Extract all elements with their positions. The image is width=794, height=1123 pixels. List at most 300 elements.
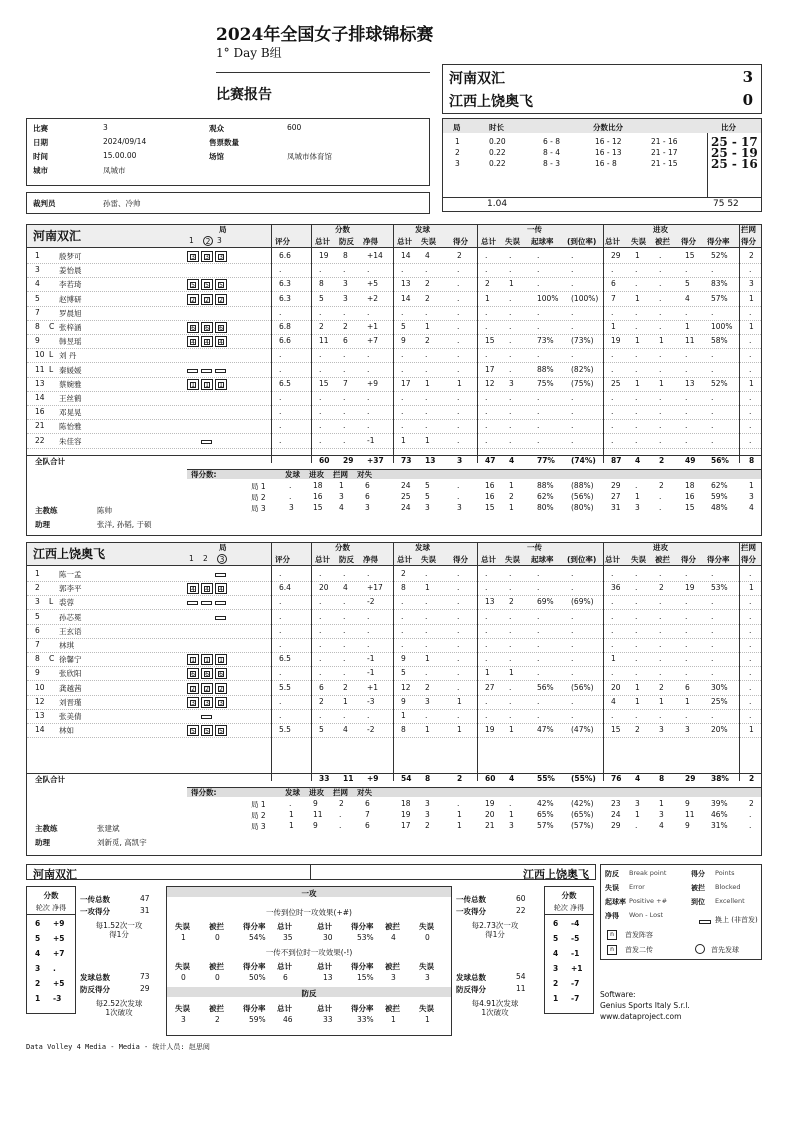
stat-se: . (425, 597, 428, 607)
stat-ab: . (659, 597, 662, 607)
tournament-title: 2024年全国女子排球锦标赛 (216, 25, 434, 45)
stat-bp: . (343, 407, 346, 417)
total-pt: 33 (319, 774, 330, 783)
stat-vote: . (279, 307, 282, 317)
player-name: 刘晋瑾 (59, 697, 82, 707)
home-rotation-box (26, 886, 76, 1014)
away-h-attack: 进攻 (653, 543, 668, 552)
legend-box: 防反 Break point 得分 Points 失误 Error 被拦 Blocked 起球率 Positive +# 到位 Excellent 净得 Won - Lost 换上 (非首发) n 首发阵容 n 首发二传 首先发球 (600, 864, 762, 960)
legend-en: Break point (629, 869, 667, 877)
bench-sub-icon (201, 369, 212, 373)
stat-vote: . (279, 435, 282, 445)
stat-vote: . (279, 569, 282, 578)
player-number: 9 (35, 336, 40, 346)
stat-rx: . (571, 668, 574, 678)
stat-apc: 30% (711, 682, 728, 692)
stat-at: . (611, 307, 614, 317)
player-name: 王丝鹤 (59, 394, 82, 403)
player-role: L (49, 597, 54, 607)
starting-position: 4 (215, 583, 227, 594)
starting-position: 1 (187, 379, 199, 390)
stat-ae: . (635, 597, 638, 607)
mid-header-left: 失误 (175, 922, 190, 931)
stat-re: . (509, 435, 512, 445)
set-number: 2 (455, 148, 460, 157)
bench-sub-icon (201, 601, 212, 605)
stat-apc: 83% (711, 279, 728, 289)
mid-value-right: 1 (425, 1015, 430, 1024)
home-player-row (27, 251, 761, 264)
stat-ae: 1 (635, 378, 640, 388)
software-label: Software: (600, 990, 636, 999)
away-player-row (27, 569, 761, 582)
mid-value-left: 59% (249, 1015, 266, 1024)
stat-pt: . (319, 625, 322, 635)
software-url[interactable]: www.dataproject.com (600, 1012, 682, 1021)
stat-st: 13 (401, 279, 411, 289)
mid-header-right: 总计 (317, 962, 332, 971)
stat-rt: . (485, 654, 488, 664)
stat-at: 25 (611, 378, 621, 388)
away-h-srv-pts: 得分 (453, 555, 468, 564)
home-note3: 每2.52次发球 (95, 999, 143, 1008)
stat-vote: 6.6 (279, 251, 291, 260)
stat-ab: . (659, 251, 662, 260)
stat-bk: . (749, 611, 752, 621)
player-number: 1 (35, 569, 40, 578)
stat-sp: . (457, 611, 460, 621)
stat-ap: 13 (685, 378, 695, 388)
mid-value-right: 30 (323, 933, 333, 942)
starting-position: 5 (215, 725, 227, 736)
stat-apc: 100% (711, 322, 733, 331)
day-group: 1° Day B组 (216, 46, 282, 60)
starting-position: 3 (215, 697, 227, 708)
stat-ae: 2 (635, 725, 640, 735)
stat-at: 4 (611, 696, 616, 706)
stat-se: 2 (425, 682, 430, 692)
stat-at: 29 (611, 251, 621, 260)
stat-re: . (509, 307, 512, 317)
stat-re: . (509, 293, 512, 303)
home-perset-h: 发球 (285, 470, 300, 479)
stat-ap: 11 (685, 336, 695, 346)
starting-position: 6 (201, 668, 213, 679)
perset-rp: 65% (537, 810, 554, 819)
stat-bk: . (749, 393, 752, 402)
result-away-name: 江西上饶奥飞 (449, 94, 533, 110)
stat-st: . (401, 307, 404, 317)
stat-ap: . (685, 640, 688, 649)
stat-ap: . (685, 435, 688, 445)
perset-srv: 1 (289, 810, 294, 819)
total-rp: 77% (537, 456, 555, 465)
stat-rt: . (485, 265, 488, 275)
set-partial-8: 6 - 8 (543, 137, 561, 146)
perset-srv: . (289, 481, 292, 490)
stat-rp: 75% (537, 378, 554, 388)
perset-rx: (56%) (571, 492, 594, 501)
stat-re: . (509, 322, 512, 331)
away-h-pts-bp: 防反 (339, 555, 354, 564)
totals-label: 全队合计 (35, 775, 65, 784)
stat-bk: . (749, 421, 752, 431)
stat-se: . (425, 393, 428, 402)
away-recv-label: 一传总数 (456, 895, 486, 904)
stat-sp: . (457, 307, 460, 317)
perset-ap: 16 (685, 492, 695, 501)
stat-rp: . (537, 435, 540, 445)
stat-apc: 57% (711, 293, 728, 303)
perset-bk: 3 (749, 492, 754, 501)
stat-rx: . (571, 711, 574, 720)
stat-rx: . (571, 696, 574, 706)
starting-position: 1 (201, 654, 213, 665)
stat-net: . (367, 265, 370, 275)
perset-blk: 3 (339, 492, 344, 501)
stat-ap: . (685, 597, 688, 607)
perset-srv: 3 (289, 503, 294, 512)
set-partial-16: 16 - 12 (595, 137, 622, 146)
stat-st: 9 (401, 696, 406, 706)
stat-apc: . (711, 393, 714, 402)
perset-apc: 62% (711, 481, 728, 490)
sideout-box (166, 886, 452, 1036)
perset-opp: 6 (365, 492, 370, 501)
stat-rx: . (571, 611, 574, 621)
stat-st: . (401, 625, 404, 635)
perset-srv: 1 (289, 821, 294, 830)
stat-pt: 2 (319, 696, 324, 706)
set-final-score: 25 - 16 (711, 157, 758, 171)
home-player-row (27, 393, 761, 406)
stat-vote: 6.8 (279, 322, 291, 331)
stat-se: 2 (425, 293, 430, 303)
stat-pt: 2 (319, 322, 324, 331)
away-rotation-box (544, 886, 594, 1014)
bench-sub-icon (215, 369, 226, 373)
stat-ae: . (635, 435, 638, 445)
player-name: 张梓涵 (59, 323, 82, 332)
stat-st: 8 (401, 583, 406, 593)
stat-rx: (47%) (571, 725, 594, 735)
mid-value-left: 50% (249, 973, 266, 982)
stat-net: . (367, 407, 370, 417)
perset-att: 11 (313, 810, 323, 819)
mid-header-left: 被拦 (209, 1004, 224, 1013)
stat-at: . (611, 350, 614, 360)
stat-ab: 2 (659, 682, 664, 692)
perset-att: 16 (313, 492, 323, 501)
legend-cn: 得分 (691, 870, 705, 878)
stat-vote: . (279, 696, 282, 706)
away-bp-label: 防反得分 (456, 985, 486, 994)
player-number: 13 (35, 378, 45, 388)
stat-apc: 58% (711, 336, 728, 346)
stat-net: -1 (367, 668, 375, 678)
mid-header-right: 失误 (419, 1004, 434, 1013)
player-role: L (49, 364, 54, 374)
rotation-net: +1 (571, 964, 583, 973)
total-rp: 55% (537, 774, 555, 783)
starting-position: 5 (201, 725, 213, 736)
stat-bk: . (749, 696, 752, 706)
stat-apc: . (711, 265, 714, 275)
legend-en: Error (629, 883, 645, 891)
perset-rt: 20 (485, 810, 495, 819)
home-assist: 张洋, 孙韬, 于硕 (97, 520, 152, 529)
stat-apc: 53% (711, 583, 728, 593)
perset-st: 24 (401, 481, 411, 490)
home-coach-label: 主教练 (35, 506, 58, 515)
stat-rx: (75%) (571, 378, 594, 388)
starting-position: 2 (201, 294, 213, 305)
player-number: 9 (35, 668, 40, 678)
perset-rt: 16 (485, 492, 495, 501)
stat-rx: . (571, 393, 574, 402)
perset-bk: 1 (749, 481, 754, 490)
stat-bk: . (749, 364, 752, 374)
set-final-score: 25 - 19 (711, 146, 758, 160)
sets-total-score: 75 52 (713, 199, 739, 209)
player-name: 罗晨旭 (59, 308, 82, 318)
stat-ab: . (659, 279, 662, 289)
stat-sp: . (457, 625, 460, 635)
perset-opp: 3 (365, 503, 370, 512)
mid-value-left: 1 (181, 933, 186, 942)
stat-sp: . (457, 421, 460, 431)
stat-rt: . (485, 583, 488, 593)
home-h-pts-net: 净得 (363, 237, 378, 246)
stat-sp: 2 (457, 251, 462, 260)
mid-value-left: 54% (249, 933, 266, 942)
stat-se: 2 (425, 279, 430, 289)
away-perset-h: 发球 (285, 788, 300, 797)
set-duration: 0.22 (489, 159, 506, 168)
stat-apc: . (711, 611, 714, 621)
perset-ae: 3 (635, 503, 640, 512)
perset-ap: 9 (685, 821, 690, 830)
starting-position: 6 (187, 668, 199, 679)
away-player-row (27, 683, 761, 696)
stat-sp: . (457, 393, 460, 402)
mid-header-right: 失误 (419, 962, 434, 971)
stat-at: . (611, 407, 614, 417)
stat-rp: 88% (537, 364, 554, 374)
stat-rt: . (485, 696, 488, 706)
stat-ae: 1 (635, 682, 640, 692)
home-perset-label: 得分数: (191, 470, 217, 479)
result-home-sets: 3 (742, 68, 753, 86)
away-h-points: 分数 (335, 543, 350, 552)
perset-ae: 1 (635, 810, 640, 819)
stat-ab: . (659, 611, 662, 621)
rotation-number: 1 (553, 994, 559, 1003)
stat-rp: . (537, 393, 540, 402)
stat-ae: . (635, 625, 638, 635)
home-header-band (27, 225, 761, 247)
stat-vote: 5.5 (279, 725, 291, 735)
perset-st: 18 (401, 799, 411, 808)
home-h-set: 局 (219, 225, 227, 234)
stat-st: 1 (401, 711, 406, 720)
away-srv: 54 (516, 972, 526, 981)
stat-apc: . (711, 307, 714, 317)
stat-bp: . (343, 569, 346, 578)
stat-pt: . (319, 597, 322, 607)
home-player-row (27, 336, 761, 349)
stat-vote: . (279, 668, 282, 678)
rotation-net: -4 (571, 919, 580, 928)
mid-value-right: 3 (425, 973, 430, 982)
legend-cn: 到位 (691, 898, 705, 906)
perset-apc: 59% (711, 492, 728, 501)
stat-net: +7 (367, 336, 379, 346)
legend-en: Blocked (715, 883, 741, 891)
stat-rt: 2 (485, 279, 490, 289)
stat-ap: 5 (685, 279, 690, 289)
home-h-att-pts: 得分 (681, 237, 696, 246)
perset-at: 27 (611, 492, 621, 501)
stat-re: . (509, 421, 512, 431)
stat-pt: 15 (319, 378, 329, 388)
home-h-att-pct: 得分率 (707, 237, 730, 246)
stat-se: . (425, 421, 428, 431)
rotation-net: . (53, 964, 56, 973)
stat-re: . (509, 336, 512, 346)
result-home-name: 河南双汇 (449, 71, 505, 87)
stat-vote: . (279, 393, 282, 402)
starting-position: 6 (201, 322, 213, 333)
summary-home-name: 河南双汇 (33, 868, 77, 881)
stat-apc: 20% (711, 725, 728, 735)
stat-rt: . (485, 569, 488, 578)
perset-ae: 3 (635, 799, 640, 808)
stat-pt: . (319, 265, 322, 275)
stat-rp: . (537, 640, 540, 649)
stat-ae: . (635, 611, 638, 621)
home-perset-h: 对失 (357, 470, 372, 479)
away-h-att-pct: 得分率 (707, 555, 730, 564)
stat-rp: . (537, 696, 540, 706)
stat-ae: . (635, 407, 638, 417)
away-note1: 每2.73次一攻 (471, 921, 519, 930)
player-name: 孙芯冕 (59, 612, 82, 622)
perset-st: 17 (401, 821, 411, 830)
stat-ab: . (659, 307, 662, 317)
home-player-row (27, 294, 761, 307)
player-name: 陈怡雅 (59, 422, 82, 432)
sideout-sub2: 一传不到位时一攻效果(-!) (265, 948, 353, 957)
away-rot-title: 分数 (561, 891, 577, 900)
legend-sub-change: 换上 (非首发) (715, 916, 758, 924)
perset-at: 31 (611, 503, 621, 512)
stat-vote: 6.3 (279, 293, 291, 303)
player-name: 秦媛媛 (59, 365, 82, 375)
stat-rp: 73% (537, 336, 554, 346)
stat-sp: 1 (457, 696, 462, 706)
bench-sub-icon (201, 440, 212, 444)
total-se: 8 (425, 774, 431, 783)
home-h-block: 拦网 (741, 225, 756, 234)
stat-bp: . (343, 597, 346, 607)
total-bp: 29 (343, 456, 354, 465)
stat-ab: 2 (659, 583, 664, 593)
mid-value-right: 33 (323, 1015, 333, 1024)
stat-ae: 1 (635, 293, 640, 303)
stat-rx: . (571, 435, 574, 445)
stat-ap: . (685, 654, 688, 664)
rotation-net: -5 (571, 934, 580, 943)
mid-header-right: 总计 (317, 922, 332, 931)
stat-ab: . (659, 711, 662, 720)
stat-bk: . (749, 597, 752, 607)
legend-cn: 被拦 (691, 884, 705, 892)
stat-ae: . (635, 307, 638, 317)
player-number: 14 (35, 725, 45, 735)
stat-pt: 5 (319, 725, 324, 735)
stat-re: . (509, 407, 512, 417)
player-name: 龚越茜 (59, 683, 82, 693)
perset-srv: . (289, 492, 292, 501)
stat-pt: . (319, 350, 322, 360)
stat-se: . (425, 407, 428, 417)
perset-blk: . (339, 810, 342, 819)
mid-value-left: 35 (283, 933, 293, 942)
perset-apc: 39% (711, 799, 728, 808)
total-at: 87 (611, 456, 622, 465)
starting-position: 4 (201, 336, 213, 347)
perset-blk: 1 (339, 481, 344, 490)
stat-ab: . (659, 654, 662, 664)
stat-apc: . (711, 711, 714, 720)
home-h-rec-err: 失误 (505, 237, 520, 246)
perset-rp: 42% (537, 799, 554, 808)
stat-vote: . (279, 597, 282, 607)
stat-vote: . (279, 350, 282, 360)
stat-net: . (367, 307, 370, 317)
stat-vote: . (279, 407, 282, 417)
away-h-set: 局 (219, 543, 227, 552)
away-h-srv-err: 失误 (421, 555, 436, 564)
legend-cn: 净得 (605, 912, 619, 920)
player-number: 5 (35, 611, 40, 621)
stat-net: -2 (367, 725, 375, 735)
stat-ab: . (659, 364, 662, 374)
bench-sub-icon (187, 369, 198, 373)
mid-value-left: 6 (283, 973, 288, 982)
perset-ap: 9 (685, 799, 690, 808)
player-number: 12 (35, 696, 45, 706)
home-recv: 47 (140, 894, 150, 903)
starting-position: 2 (201, 683, 213, 694)
perset-st: 19 (401, 810, 411, 819)
stat-st: . (401, 640, 404, 649)
rotation-number: 6 (553, 919, 559, 928)
stat-net: +5 (367, 279, 379, 289)
perset-re: 1 (509, 481, 514, 490)
player-number: 10 (35, 350, 45, 360)
stat-se: 1 (425, 378, 430, 388)
stat-bk: 1 (749, 378, 754, 388)
stat-bp: . (343, 421, 346, 431)
rotation-net: -7 (571, 979, 580, 988)
perset-ap: 15 (685, 503, 695, 512)
stat-bp: . (343, 364, 346, 374)
mid-header-left: 失误 (175, 1004, 190, 1013)
stat-bp: 2 (343, 682, 348, 692)
player-number: 7 (35, 640, 40, 649)
